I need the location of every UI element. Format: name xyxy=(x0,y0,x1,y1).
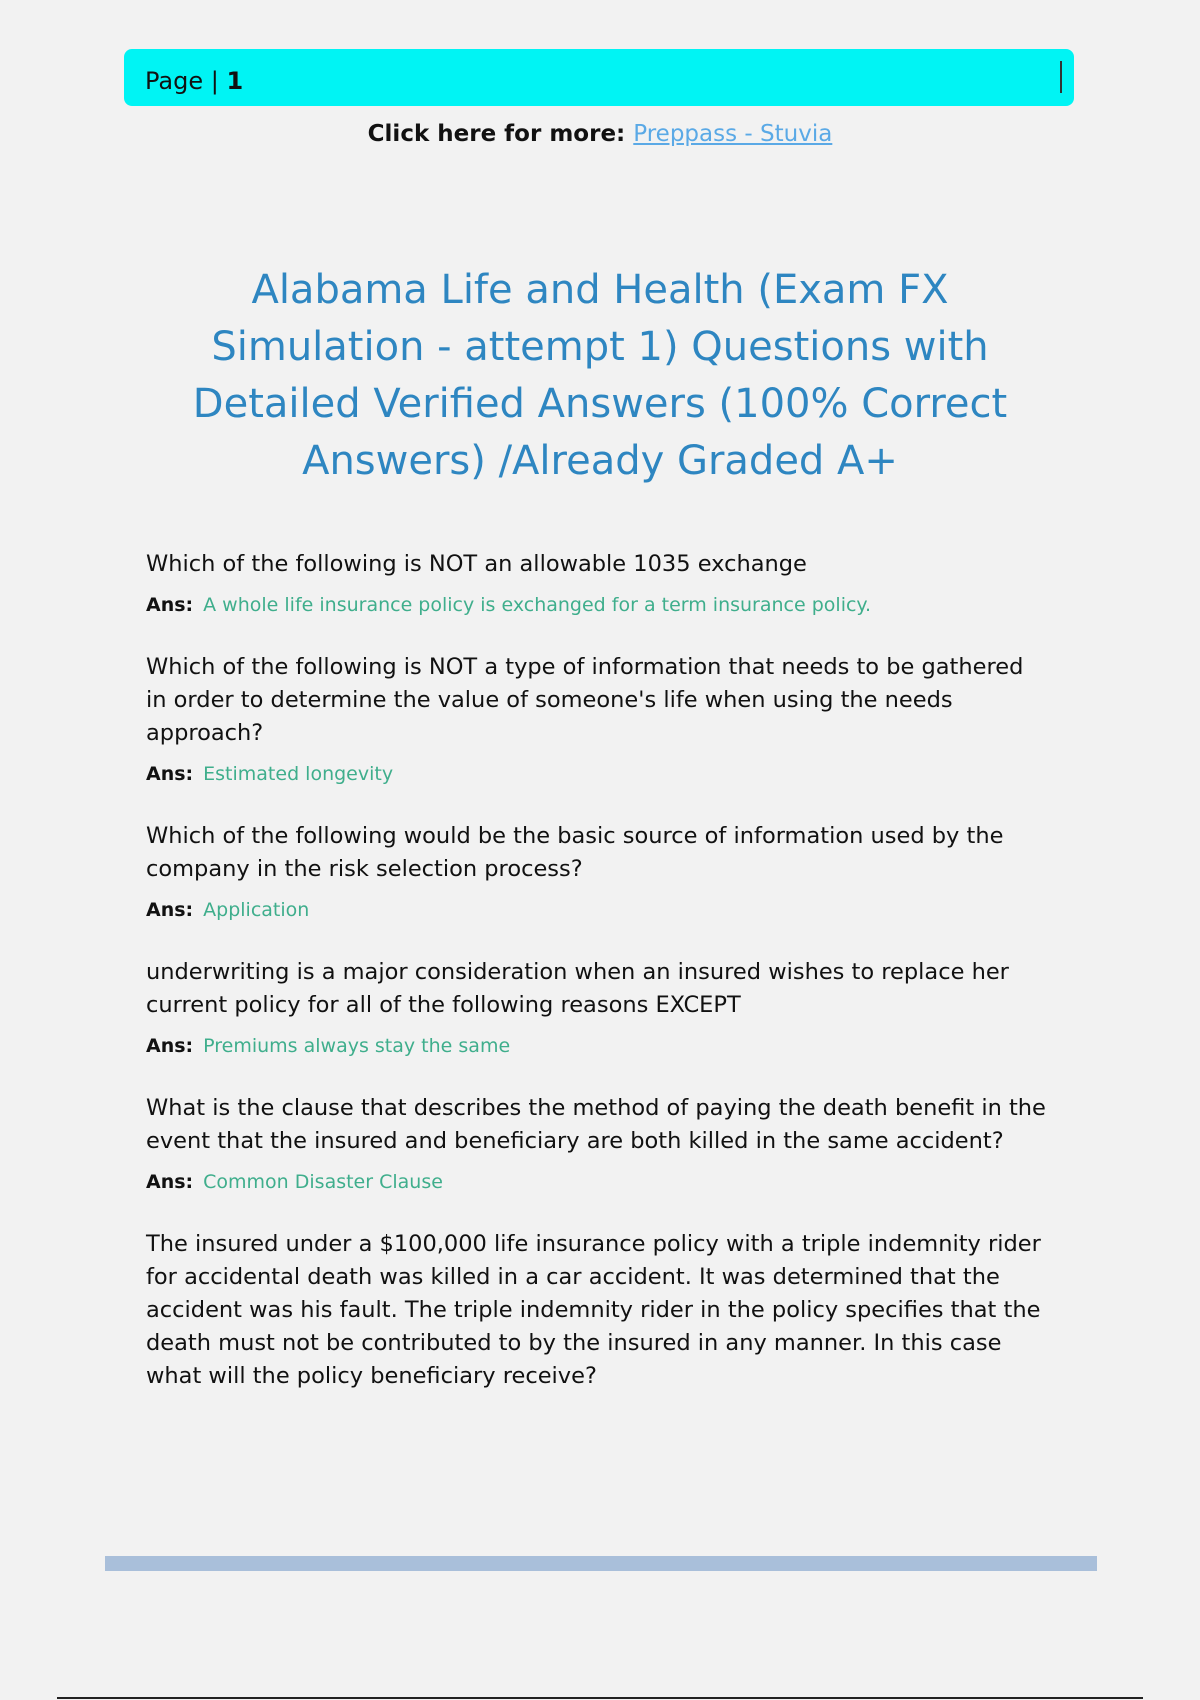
question-text: underwriting is a major consideration when an insured wishes to replace her current policy for all of the following reasons EXCEPT xyxy=(146,959,1009,1018)
page-header xyxy=(124,49,1074,106)
answer-row xyxy=(146,899,1046,921)
answer-text: A whole life insurance policy is exchanged for a term insurance policy. xyxy=(203,594,871,616)
question-text: Which of the following is NOT a type of information that needs to be gathered in order to determine the value of someone's life when using the needs approach? xyxy=(146,654,1024,746)
answer-label: Ans: xyxy=(146,1171,194,1193)
page-number: 1 xyxy=(226,67,244,95)
answer-label: Ans: xyxy=(146,594,194,616)
qa-item-6 xyxy=(146,1228,1046,1393)
answer-text: Estimated longevity xyxy=(203,763,394,785)
document-title: Alabama Life and Health (Exam FX Simulation - attempt 1) Questions with Detailed Verified Answers (100% Correct Answers) /Already Graded A+ xyxy=(192,267,1008,484)
answer-label: Ans: xyxy=(146,1035,194,1057)
more-line xyxy=(0,121,1200,147)
question-text: Which of the following would be the basic source of information used by the company in the risk selection process? xyxy=(146,823,1004,882)
question-text: What is the clause that describes the method of paying the death benefit in the event that the insured and beneficiary are both killed in the same accident? xyxy=(146,1095,1046,1154)
header-divider xyxy=(1060,61,1062,93)
qa-item-2 xyxy=(146,651,1046,785)
answer-row xyxy=(146,594,1046,616)
qa-item-5 xyxy=(146,1092,1046,1193)
question-text: The insured under a $100,000 life insurance policy with a triple indemnity rider for accidental death was killed in a car accident. It was determined that the accident was his fault. The triple indemnity rider in the policy specifies that the death must not be contributed to by the insured in any manner. In this case what will the policy beneficiary receive? xyxy=(146,1231,1041,1389)
answer-text: Common Disaster Clause xyxy=(203,1171,443,1193)
more-label: Click here for more: xyxy=(367,121,626,147)
answer-row xyxy=(146,763,1046,785)
answer-text: Premiums always stay the same xyxy=(203,1035,511,1057)
qa-list xyxy=(146,548,1046,1428)
answer-row xyxy=(146,1171,1046,1193)
answer-text: Application xyxy=(203,899,310,921)
page-label: Page | xyxy=(145,67,219,95)
qa-item-4 xyxy=(146,956,1046,1057)
question-text: Which of the following is NOT an allowable 1035 exchange xyxy=(146,551,807,577)
qa-item-3 xyxy=(146,820,1046,921)
footer-rule xyxy=(105,1556,1097,1571)
answer-label: Ans: xyxy=(146,763,194,785)
preppass-link[interactable]: Preppass - Stuvia xyxy=(633,121,833,147)
bottom-rule xyxy=(57,1697,1143,1699)
answer-label: Ans: xyxy=(146,899,194,921)
answer-row xyxy=(146,1035,1046,1057)
qa-item-1 xyxy=(146,548,1046,616)
